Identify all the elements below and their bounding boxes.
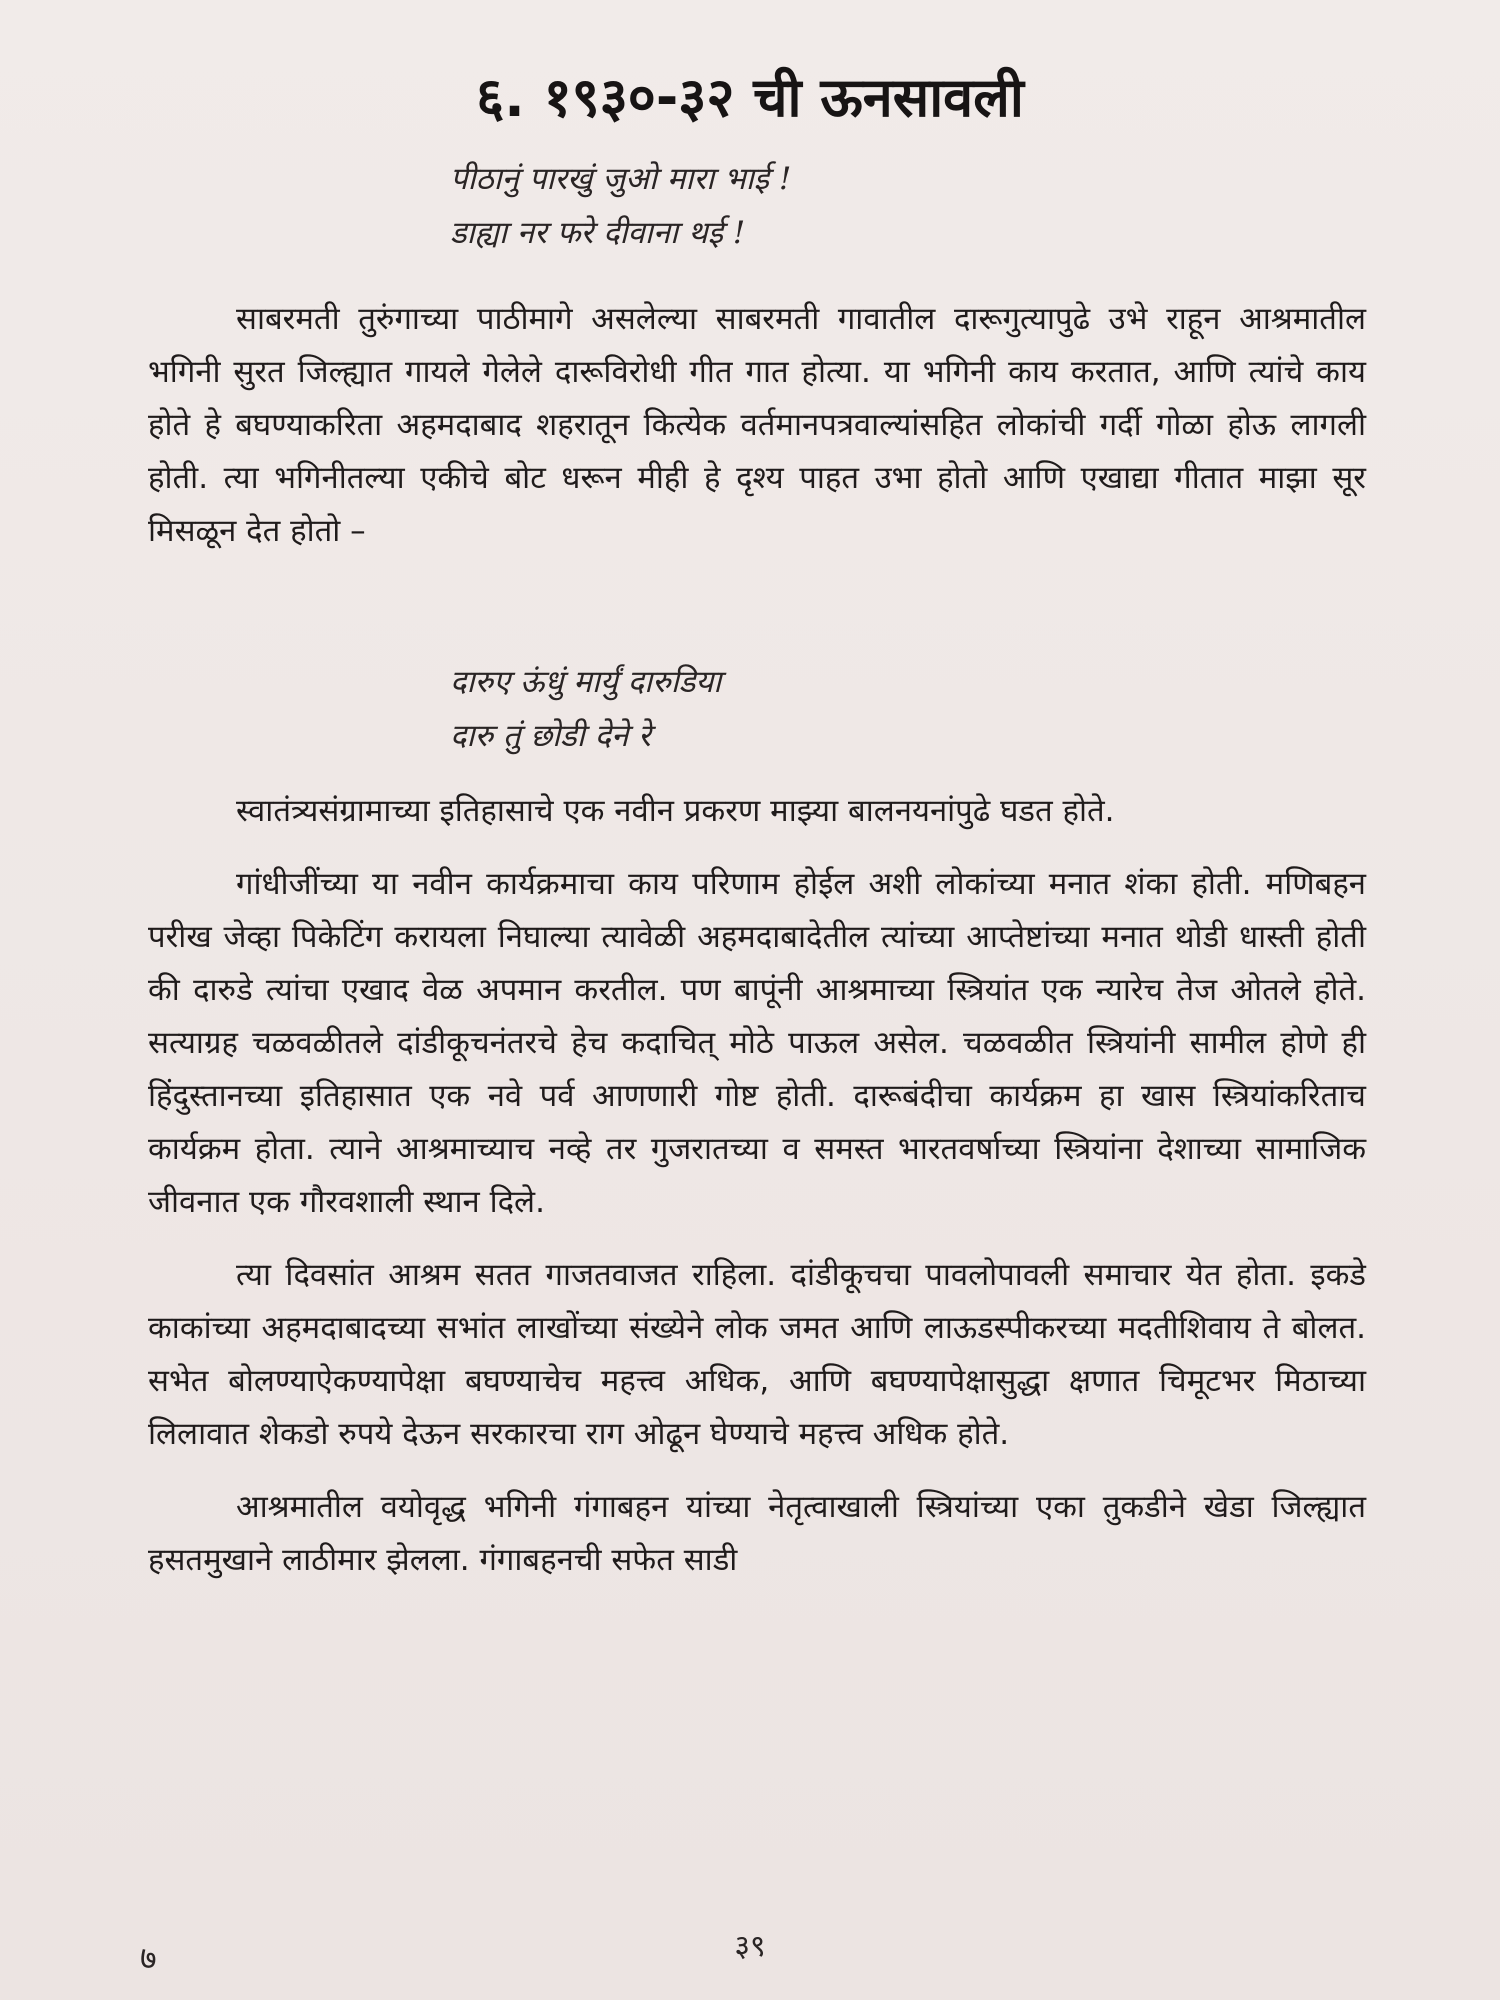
paragraph: त्या दिवसांत आश्रम सतत गाजतवाजत राहिला. दांडीकूचचा पावलोपावली समाचार येत होता. इकडे काकांच्या अहमदाबादच्या सभांत लाखोंच्या संख्येने लोक जमत आणि लाऊडस्पीकरच्या मदतीशिवाय ते बोलत. सभेत बोलण्याऐकण्यापेक्षा बघण्याचेच महत्त्व अधिक, आणि बघण्यापेक्षासुद्धा क्षणात चिमूटभर मिठाच्या लिलावात शेकडो रुपये देऊन सरकारचा राग ओढून घेण्याचे महत्त्व अधिक होते. [148, 1257, 1366, 1452]
epigraph-line: पीठानुं पारखुं जुओ मारा भाई ! [450, 161, 792, 197]
body-text-top [148, 293, 1366, 558]
body-text-main [148, 785, 1366, 1587]
paragraph: आश्रमातील वयोवृद्ध भगिनी गंगाबहन यांच्या नेतृत्वाखाली स्त्रियांच्या एका तुकडीने खेडा जिल्ह्यात हसतमुखाने लाठीमार झेलला. गंगाबहनची सफेत साडी [148, 1489, 1366, 1578]
paragraph: गांधीजींच्या या नवीन कार्यक्रमाचा काय परिणाम होईल अशी लोकांच्या मनात शंका होती. मणिबहन परीख जेव्हा पिकेटिंग करायला निघाल्या त्यावेळी अहमदाबादेतील त्यांच्या आप्तेष्टांच्या मनात थोडी धास्ती होती की दारुडे त्यांचा एखाद वेळ अपमान करतील. पण बापूंनी आश्रमाच्या स्त्रियांत एक न्यारेच तेज ओतले होते. सत्याग्रह चळवळीतले दांडीकूचनंतरचे हेच कदाचित् मोठे पाऊल असेल. चळवळीत स्त्रियांनी सामील होणे ही हिंदुस्तानच्या इतिहासात एक नवे पर्व आणणारी गोष्ट होती. दारूबंदीचा कार्यक्रम हा खास स्त्रियांकरिताच कार्यक्रम होता. त्याने आश्रमाच्याच नव्हे तर गुजरातच्या व समस्त भारतवर्षाच्या स्त्रियांना देशाच्या सामाजिक जीवनात एक गौरवशाली स्थान दिले. [148, 866, 1366, 1220]
page-number: ३९ [734, 1929, 766, 1964]
paragraph: साबरमती तुरुंगाच्या पाठीमागे असलेल्या साबरमती गावातील दारूगुत्यापुढे उभे राहून आश्रमातील भगिनी सुरत जिल्ह्यात गायले गेलेले दारूविरोधी गीत गात होत्या. या भगिनी काय करतात, आणि त्यांचे काय होते हे बघण्याकरिता अहमदाबाद शहरातून कित्येक वर्तमानपत्रवाल्यांसहित लोकांची गर्दी गोळा होऊ लागली होती. त्या भगिनीतल्या एकीचे बोट धरून मीही हे दृश्य पाहत उभा होतो आणि एखाद्या गीतात माझा सूर मिसळून देत होतो – [148, 301, 1366, 549]
chapter-title: ६. १९३०-३२ ची ऊनसावली [476, 66, 1024, 129]
song-verse [450, 655, 1350, 763]
song-line: दारु तुं छोडी देने रे [450, 718, 651, 754]
song-line: दारुए ऊंधुं मार्युं दारुडिया [450, 664, 722, 700]
epigraph-verse [450, 152, 1350, 260]
paragraph: स्वातंत्र्यसंग्रामाच्या इतिहासाचे एक नवीन प्रकरण माझ्या बालनयनांपुढे घडत होते. [236, 793, 1115, 829]
epigraph-line: डाह्या नर फरे दीवाना थई ! [450, 215, 746, 251]
signature-mark: ७ [140, 1939, 157, 1977]
